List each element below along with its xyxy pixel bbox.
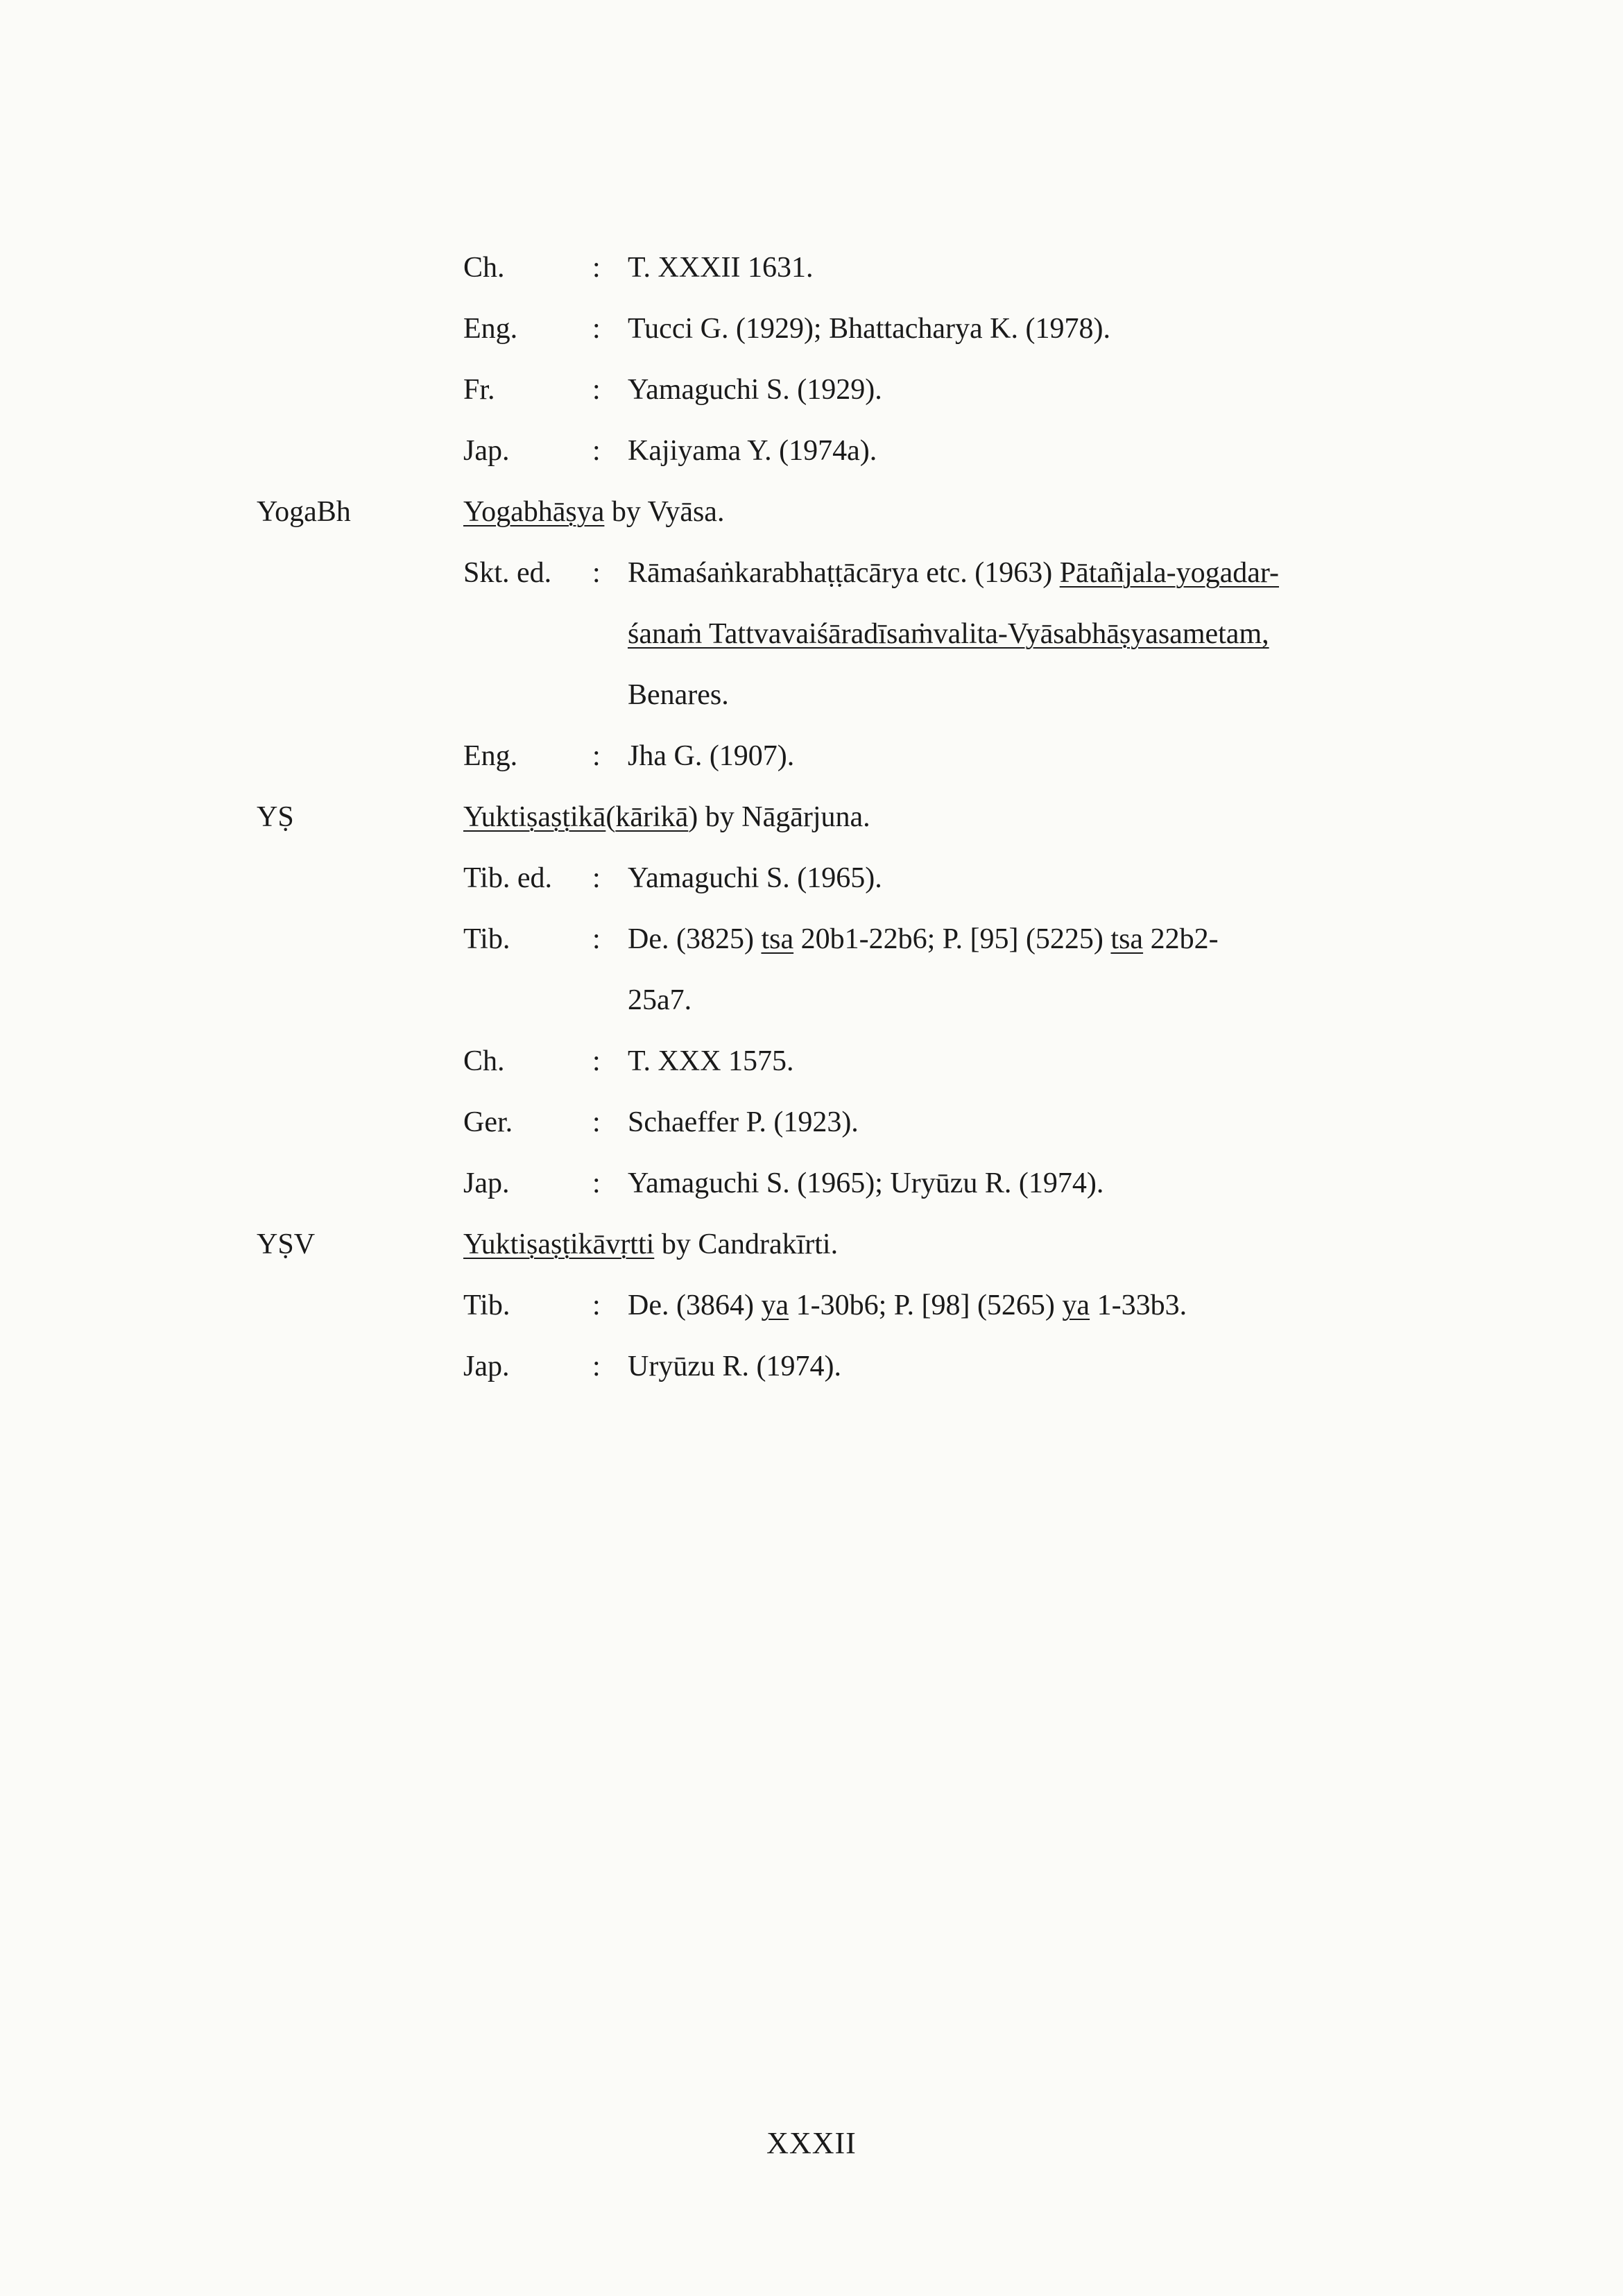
language-label: Ch. <box>463 1045 505 1077</box>
reference-value: Schaeffer P. (1923). <box>628 1106 859 1138</box>
language-label: Tib. ed. <box>463 862 552 894</box>
colon: : <box>592 557 601 589</box>
reference-value: Tucci G. (1929); Bhattacharya K. (1978). <box>628 313 1110 345</box>
ref-part: 1-33b3. <box>1090 1290 1187 1321</box>
reference-value <box>628 920 1219 959</box>
work-title-author: by Vyāsa. <box>604 496 725 528</box>
colon: : <box>592 252 601 284</box>
reference-value: T. XXX 1575. <box>628 1045 794 1077</box>
reference-value: Kajiyama Y. (1974a). <box>628 435 877 467</box>
reference-value: Uryūzu R. (1974). <box>628 1351 841 1382</box>
work-title-author: ) by Nāgārjuna. <box>688 801 870 833</box>
language-label: Fr. <box>463 374 495 406</box>
reference-value <box>628 1286 1187 1325</box>
reference-value: Yamaguchi S. (1929). <box>628 374 882 406</box>
language-label: Skt. ed. <box>463 557 552 589</box>
reference-value: T. XXXII 1631. <box>628 252 814 284</box>
colon: : <box>592 740 601 772</box>
language-label: Jap. <box>463 1351 510 1382</box>
entry-row-skt-ed-place <box>0 676 1623 714</box>
entry-row-jap <box>0 1347 1623 1386</box>
abbreviation: YṢ <box>257 801 294 833</box>
publication-place: Benares. <box>628 679 729 711</box>
language-label: Jap. <box>463 435 510 467</box>
reference-value <box>628 554 1279 592</box>
colon: : <box>592 923 601 955</box>
colon: : <box>592 862 601 894</box>
colon: : <box>592 1290 601 1321</box>
entry-heading-ysv <box>0 1225 1623 1264</box>
language-label: Tib. <box>463 1290 510 1321</box>
ref-part: De. (3864) <box>628 1290 762 1321</box>
language-label: Ch. <box>463 252 505 284</box>
reference-author: Rāmaśaṅkarabhaṭṭācārya etc. (1963) <box>628 557 1060 589</box>
colon: : <box>592 1045 601 1077</box>
colon: : <box>592 374 601 406</box>
entry-row-skt-ed <box>0 554 1623 592</box>
work-title <box>463 1225 838 1264</box>
work-title-author: by Candrakīrti. <box>654 1228 839 1260</box>
paren-open: ( <box>606 801 616 833</box>
entry-row-ger <box>0 1103 1623 1142</box>
colon: : <box>592 313 601 345</box>
ref-part: 20b1-22b6; P. [95] (5225) <box>793 923 1111 955</box>
work-title-underlined: Yuktiṣaṣṭikā <box>463 801 606 833</box>
volume-mark: ya <box>1062 1290 1090 1321</box>
language-label: Eng. <box>463 740 518 772</box>
language-label: Eng. <box>463 313 518 345</box>
entry-row-tib <box>0 1286 1623 1325</box>
language-label: Ger. <box>463 1106 513 1138</box>
work-title <box>463 798 870 837</box>
colon: : <box>592 1167 601 1199</box>
entry-row-fr <box>0 370 1623 409</box>
work-title-underlined: Yogabhāṣya <box>463 496 605 528</box>
entry-heading-yogabh <box>0 492 1623 531</box>
volume-mark: tsa <box>1110 923 1144 955</box>
work-title-underlined: Yuktiṣaṣṭikāvṛtti <box>463 1228 655 1260</box>
colon: : <box>592 1351 601 1382</box>
reference-value-continued: 25a7. <box>628 984 692 1016</box>
entry-row-tib-ed <box>0 859 1623 898</box>
reference-value: Yamaguchi S. (1965); Uryūzu R. (1974). <box>628 1167 1104 1199</box>
entry-row-ch <box>0 248 1623 287</box>
entry-heading-ys <box>0 798 1623 837</box>
language-label: Jap. <box>463 1167 510 1199</box>
entry-row-jap <box>0 431 1623 470</box>
colon: : <box>592 435 601 467</box>
reference-title-continued: śanaṁ Tattvavaiśāradīsaṁvalita-Vyāsabhāṣyasametam, <box>628 618 1269 650</box>
reference-title: Pātañjala-yogadar- <box>1059 557 1280 589</box>
entry-row-ch <box>0 1042 1623 1081</box>
work-title <box>463 492 724 531</box>
page-number: XXXII <box>766 2126 857 2160</box>
work-title-underlined-2: kārikā <box>615 801 689 833</box>
entry-row-jap <box>0 1164 1623 1203</box>
entry-row-skt-ed-continued <box>0 615 1623 653</box>
ref-part: 22b2- <box>1143 923 1219 955</box>
entry-row-eng <box>0 309 1623 348</box>
ref-part: De. (3825) <box>628 923 762 955</box>
ref-part: 1-30b6; P. [98] (5265) <box>789 1290 1063 1321</box>
colon: : <box>592 1106 601 1138</box>
entry-row-tib <box>0 920 1623 959</box>
abbreviation: YṢV <box>257 1228 316 1260</box>
reference-value: Yamaguchi S. (1965). <box>628 862 882 894</box>
entry-row-tib-continued <box>0 981 1623 1020</box>
language-label: Tib. <box>463 923 510 955</box>
reference-value: Jha G. (1907). <box>628 740 795 772</box>
volume-mark: ya <box>761 1290 789 1321</box>
entry-row-eng <box>0 737 1623 776</box>
volume-mark: tsa <box>761 923 794 955</box>
abbreviation: YogaBh <box>257 496 351 528</box>
